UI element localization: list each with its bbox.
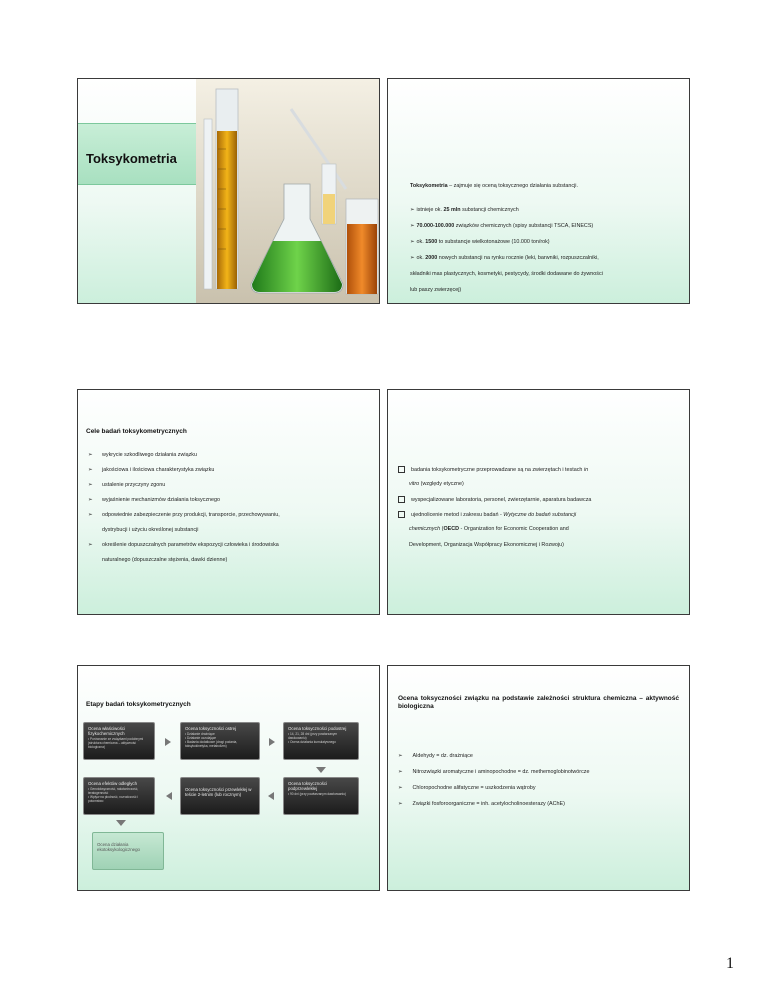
text: Aldehydy = dz. drażniące bbox=[412, 753, 473, 759]
arrow-bullet-icon: ➢ bbox=[398, 785, 403, 791]
bullet-2 bbox=[410, 223, 679, 229]
text: Ocena toksyczności podostrej bbox=[288, 726, 347, 731]
text: • 90 dni (przy powtarzanym dawkowaniu) bbox=[288, 792, 346, 797]
arrow-bullet-icon: ➢ bbox=[88, 452, 93, 458]
text: substancji chemicznych bbox=[460, 207, 519, 213]
text: • Działanie drażniące bbox=[185, 732, 215, 737]
arrow-bullet-icon: ➢ bbox=[398, 801, 403, 807]
stage-box-subacute bbox=[283, 722, 359, 760]
text: wykrycie szkodliwego działania związku bbox=[102, 452, 197, 458]
info-item bbox=[398, 466, 588, 473]
intro-line bbox=[410, 183, 679, 189]
text: Nitrozwiązki aromatyczne i aminopochodne = dz. methemoglobinotwórcze bbox=[412, 769, 590, 775]
stage-box-acute bbox=[180, 722, 260, 760]
arrow-bullet-icon: ➢ bbox=[88, 542, 93, 548]
stage-box-longterm bbox=[83, 777, 155, 815]
text: in bbox=[583, 466, 589, 473]
text: odpowiednie zabezpieczenie przy produkcji, transporcie, przechowywaniu, bbox=[102, 512, 280, 518]
relation-item bbox=[398, 785, 536, 791]
bullet-4-line-3: lub paszy zwierzęcej) bbox=[410, 287, 462, 293]
text: • 14, 21, 28 dni (przy powtarzanym dawkowaniu) bbox=[288, 732, 338, 740]
text: istnieje ok. bbox=[416, 207, 444, 213]
stage-box-ecotox bbox=[92, 832, 164, 870]
arrow-bullet-icon: ➢ bbox=[398, 769, 403, 775]
text: • Ocena działania kumulatywnego bbox=[288, 739, 336, 744]
text: vitro bbox=[409, 481, 420, 487]
slide-cele-badan bbox=[77, 389, 380, 615]
text: ujednolicenie metod i zakresu badań - bbox=[411, 511, 504, 518]
intro-term: Toksykometria bbox=[410, 183, 448, 189]
text: 25 mln bbox=[443, 207, 461, 213]
slide-title-text: Toksykometria bbox=[86, 151, 177, 166]
text: naturalnego (dopuszczalne stężenia, dawki dzienne) bbox=[102, 557, 228, 563]
relation-item bbox=[398, 769, 589, 775]
text: • Porównanie ze związkami podobnymi (struktura chemiczna – aktywność biologiczna) bbox=[88, 737, 144, 749]
text: Ocena działania ekotoksykologicznego bbox=[97, 842, 140, 853]
text: ok. bbox=[416, 255, 426, 261]
text: • Badania dodatkowe (drogi podania, toksykokinetyka, metabolizm) bbox=[185, 739, 238, 748]
page-number: 1 bbox=[726, 955, 734, 972]
relation-item bbox=[398, 753, 473, 759]
slide-heading: Ocena toksyczności związku na podstawie zależności struktura chemiczna – aktywność biologiczna bbox=[398, 695, 679, 711]
arrow-down-icon bbox=[316, 767, 326, 773]
text: Związki fosforoorganiczne = inh. acetylocholinoesterazy (AChE) bbox=[412, 801, 565, 807]
text: badania toksykometryczne przeprowadzane są na zwierzętach i testach bbox=[411, 466, 584, 473]
text: Wytyczne do badań substancji bbox=[503, 511, 577, 518]
square-bullet-icon bbox=[398, 511, 405, 518]
text: • Genotoksyczność, rakotwórczość, teratogenność bbox=[88, 787, 139, 795]
arrow-bullet-icon: ➢ bbox=[88, 482, 93, 488]
bullet-1 bbox=[410, 207, 679, 213]
text: 70.000-100.000 bbox=[416, 223, 455, 229]
arrow-left-icon bbox=[268, 792, 274, 800]
slide-struktura-aktywnosc bbox=[387, 665, 690, 891]
info-item-continued: Development, Organizacja Współpracy Ekonomicznej i Rozwoju) bbox=[409, 542, 564, 548]
slide-heading: Etapy badań toksykometrycznych bbox=[86, 701, 191, 708]
slide-badania-info bbox=[387, 389, 690, 615]
text: jakościowa i ilościowa charakterystyka związku bbox=[102, 467, 215, 473]
info-item-continued bbox=[409, 526, 569, 532]
text: 2000 bbox=[425, 255, 438, 261]
text: • Wpływ na płodność, rozrodczość i potomstwo bbox=[88, 794, 139, 803]
text: • Działanie uczulające bbox=[185, 735, 217, 740]
square-bullet-icon bbox=[398, 466, 405, 473]
text: nowych substancji na rynku rocznie (leki, barwniki, rozpuszczalniki, bbox=[437, 255, 599, 261]
text: Ocena toksyczności podprzewlekłej bbox=[288, 781, 328, 792]
text: to substancje wielkotonażowe (10.000 ton/rok) bbox=[437, 239, 550, 245]
text: wyspecjalizowane laboratoria, personel, zwierzętarnie, aparatura badawcza bbox=[411, 496, 592, 503]
relation-item bbox=[398, 801, 565, 807]
info-item bbox=[398, 496, 591, 503]
info-item-continued bbox=[409, 481, 464, 487]
arrow-down-icon bbox=[116, 820, 126, 826]
slide-etapy-badan bbox=[77, 665, 380, 891]
arrow-bullet-icon: ➢ bbox=[88, 467, 93, 473]
text: ok. bbox=[416, 239, 426, 245]
text: 1500 bbox=[425, 239, 438, 245]
text: dystrybucji i użyciu określonej substancji bbox=[102, 527, 199, 533]
bullet-3 bbox=[410, 239, 679, 245]
arrow-bullet-icon: ➢ bbox=[88, 512, 93, 518]
arrow-bullet-icon: ➢ bbox=[410, 239, 415, 245]
arrow-bullet-icon: ➢ bbox=[88, 497, 93, 503]
text: OECD bbox=[443, 526, 460, 532]
stage-box-subchronic bbox=[283, 777, 359, 815]
arrow-left-icon bbox=[166, 792, 172, 800]
arrow-bullet-icon: ➢ bbox=[398, 753, 403, 759]
arrow-bullet-icon: ➢ bbox=[410, 255, 415, 261]
bullet-4-line-2: składniki mas plastycznych, kosmetyki, pestycydy, środki dodawane do żywności bbox=[410, 271, 603, 277]
text: chemicznych bbox=[409, 526, 441, 532]
text: ( bbox=[440, 526, 444, 532]
lab-glassware-photo bbox=[196, 79, 380, 304]
arrow-right-icon bbox=[269, 738, 275, 746]
square-bullet-icon bbox=[398, 496, 405, 503]
text: ustalenie przyczyny zgonu bbox=[102, 482, 166, 488]
text: związków chemicznych (spisy substancji TSCA, EINECS) bbox=[454, 223, 594, 229]
text: Ocena efektów odległych bbox=[88, 781, 138, 786]
stage-box-physchem bbox=[83, 722, 155, 760]
stage-box-chronic bbox=[180, 777, 260, 815]
slide-toksykometria-intro bbox=[387, 78, 690, 304]
slide-heading: Cele badań toksykometrycznych bbox=[86, 428, 187, 435]
intro-rest: – zajmuje się oceną toksycznego działania substancji. bbox=[447, 183, 579, 189]
text: określenie dopuszczalnych parametrów ekspozycji człowieka i środowiska bbox=[102, 542, 279, 548]
text: - Organization for Economic Cooperation and bbox=[459, 526, 569, 532]
arrow-right-icon bbox=[165, 738, 171, 746]
text: Ocena toksyczności ostrej bbox=[185, 726, 237, 731]
text: Ocena właściwości fizykochemicznych bbox=[88, 726, 126, 737]
info-item bbox=[398, 511, 576, 518]
bullet-4 bbox=[410, 255, 679, 261]
text: (względy etyczne) bbox=[419, 481, 464, 487]
arrow-bullet-icon: ➢ bbox=[410, 223, 415, 229]
text: Chloropochodne alifatyczne = uszkodzenia wątroby bbox=[412, 785, 536, 791]
slide-title bbox=[77, 78, 380, 304]
text: wyjaśnienie mechanizmów działania toksycznego bbox=[102, 497, 221, 503]
text: Ocena toksyczności przewlekłej w teście 2-letnim (lub rocznym) bbox=[185, 787, 252, 798]
arrow-bullet-icon: ➢ bbox=[410, 207, 415, 213]
